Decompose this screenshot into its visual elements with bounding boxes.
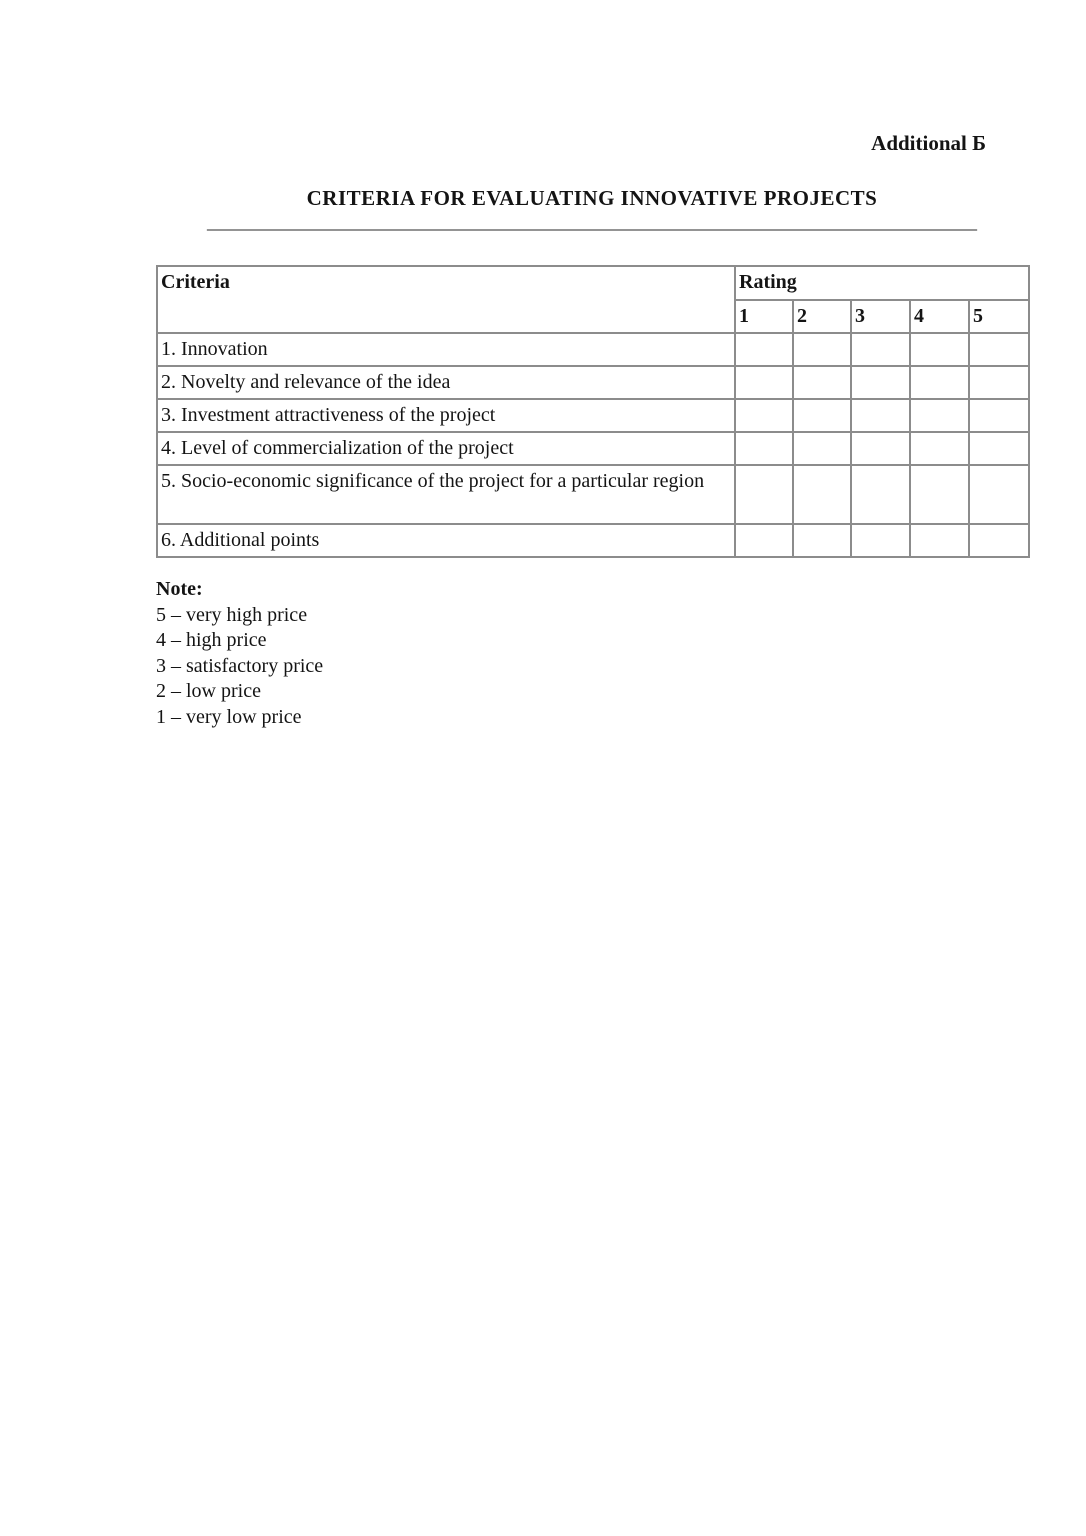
criteria-column-header: Criteria (157, 266, 735, 333)
scale-header-2: 2 (793, 300, 851, 333)
criterion-label-3: 3. Investment attractiveness of the project (157, 399, 735, 432)
note-heading: Note: (156, 578, 203, 600)
rating-cell-4-3 (851, 432, 910, 465)
table-row (157, 524, 1029, 557)
scale-header-3: 3 (851, 300, 910, 333)
rating-cell-3-1 (735, 399, 793, 432)
criterion-label-4: 4. Level of commercialization of the project (157, 432, 735, 465)
note-item-4: 4 – high price (156, 629, 267, 651)
criterion-label-1: 1. Innovation (157, 333, 735, 366)
page-title: CRITERIA FOR EVALUATING INNOVATIVE PROJECTS (306, 186, 878, 210)
rating-cell-5-4 (910, 465, 969, 524)
table-header-row (157, 266, 1029, 300)
scale-header-1: 1 (735, 300, 793, 333)
rating-cell-6-1 (735, 524, 793, 557)
table-row (157, 432, 1029, 465)
appendix-label: Additional Б (871, 131, 986, 155)
rating-cell-3-5 (969, 399, 1029, 432)
rating-cell-5-2 (793, 465, 851, 524)
rating-cell-4-5 (969, 432, 1029, 465)
rating-cell-2-1 (735, 366, 793, 399)
rating-cell-1-1 (735, 333, 793, 366)
note-section (156, 577, 656, 730)
note-item-1: 1 – very low price (156, 705, 302, 728)
rating-cell-2-4 (910, 366, 969, 399)
rating-cell-4-2 (793, 432, 851, 465)
rating-cell-2-3 (851, 366, 910, 399)
rating-cell-3-2 (793, 399, 851, 432)
note-item-2: 2 – low price (156, 680, 261, 702)
table-row (157, 366, 1029, 399)
rating-cell-1-4 (910, 333, 969, 366)
rating-cell-1-5 (969, 333, 1029, 366)
criterion-label-5: 5. Socio-economic significance of the project for a particular region (157, 465, 735, 524)
rating-cell-3-3 (851, 399, 910, 432)
rating-cell-2-2 (793, 366, 851, 399)
rating-cell-5-1 (735, 465, 793, 524)
scale-header-4: 4 (910, 300, 969, 333)
criterion-label-2: 2. Novelty and relevance of the idea (157, 366, 735, 399)
rating-cell-6-5 (969, 524, 1029, 557)
rating-cell-5-5 (969, 465, 1029, 524)
rating-cell-6-4 (910, 524, 969, 557)
page-content (156, 0, 1028, 1536)
rating-column-header: Rating (735, 266, 1029, 300)
table-row (157, 399, 1029, 432)
rating-cell-3-4 (910, 399, 969, 432)
criterion-label-6: 6. Additional points (157, 524, 735, 557)
rating-cell-4-1 (735, 432, 793, 465)
note-item-5: 5 – very high price (156, 603, 308, 626)
note-item-3: 3 – satisfactory price (156, 654, 324, 677)
table-row (157, 333, 1029, 366)
rating-cell-6-3 (851, 524, 910, 557)
rating-cell-6-2 (793, 524, 851, 557)
rating-cell-2-5 (969, 366, 1029, 399)
divider-line: _____________________________________________________________________________ (207, 211, 977, 233)
scale-header-5: 5 (969, 300, 1029, 333)
criteria-table (156, 265, 1030, 558)
rating-cell-1-2 (793, 333, 851, 366)
rating-cell-4-4 (910, 432, 969, 465)
table-row (157, 465, 1029, 524)
rating-cell-1-3 (851, 333, 910, 366)
rating-cell-5-3 (851, 465, 910, 524)
